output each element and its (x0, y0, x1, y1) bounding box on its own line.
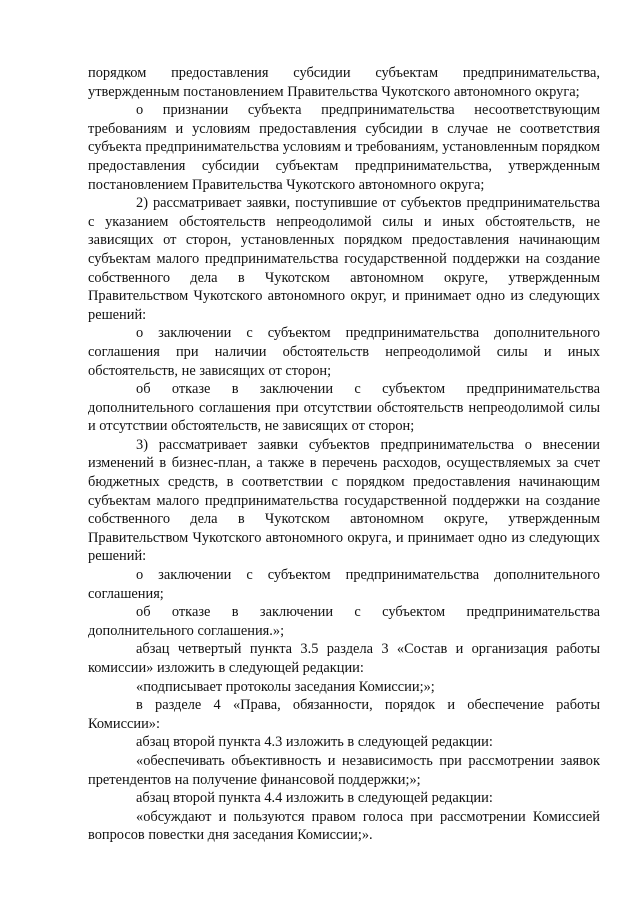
paragraph-2: о признании субъекта предпринимательства несоответствующим требованиям и условиям предоставления субсидии в случае не соответствия субъекта предпринимательства условиям и требованиям, установленным порядком предоставления субсидии субъектам предпринимательства, утвержденным постановлением Правительства Чукотского автономного округа; (88, 102, 600, 193)
paragraph-15: «обсуждают и пользуются правом голоса при рассмотрении Комиссией вопросов повестки дня заседания Комиссии;». (88, 808, 600, 844)
paragraph-3: 2) рассматривает заявки, поступившие от субъектов предпринимательства с указанием обстоятельств непреодолимой силы и иных обстоятельств, не зависящих от сторон, установленных порядком предоставления начинающим субъектам малого предпринимательства государственной поддержки на создание собственного дела в Чукотском автономном округе, утвержденным Правительством Чукотского автономного округ, и принимает одно из следующих решений: (88, 195, 600, 323)
document-page (88, 64, 600, 845)
paragraph-5: об отказе в заключении с субъектом предпринимательства дополнительного соглашения при отсутствии обстоятельств непреодолимой силы и отсутствии обстоятельств, не зависящих от сторон; (88, 381, 600, 435)
paragraph-4: о заключении с субъектом предпринимательства дополнительного соглашения при наличии обстоятельств непреодолимой силы и иных обстоятельств, не зависящих от сторон; (88, 325, 600, 379)
paragraph-12: абзац второй пункта 4.3 изложить в следующей редакции: (136, 734, 493, 751)
paragraph-14: абзац второй пункта 4.4 изложить в следующей редакции: (136, 790, 493, 807)
paragraph-13: «обеспечивать объективность и независимость при рассмотрении заявок претендентов на получение финансовой поддержки;»; (88, 752, 600, 788)
paragraph-9: абзац четвертый пункта 3.5 раздела 3 «Состав и организация работы комиссии» изложить в следующей редакции: (88, 641, 600, 676)
paragraph-1: порядком предоставления субсидии субъектам предпринимательства, утвержденным постановлением Правительства Чукотского автономного округа; (88, 65, 600, 100)
paragraph-7: о заключении с субъектом предпринимательства дополнительного соглашения; (88, 567, 600, 602)
paragraph-10: «подписывает протоколы заседания Комиссии;»; (136, 678, 435, 695)
paragraph-6: 3) рассматривает заявки субъектов предпринимательства о внесении изменений в бизнес-план, а также в перечень расходов, осуществляемых за счет бюджетных средств, в соответствии с порядком предоставления начинающим субъектам малого предпринимательства государственной поддержки на создание собственного дела в Чукотском автономном округе, утвержденным Правительством Чукотского автономного округа, и принимает одно из следующих решений: (88, 436, 600, 565)
paragraph-8: об отказе в заключении с субъектом предпринимательства дополнительного соглашения.»; (88, 604, 600, 639)
paragraph-11: в разделе 4 «Права, обязанности, порядок и обеспечение работы Комиссии»: (88, 697, 600, 732)
